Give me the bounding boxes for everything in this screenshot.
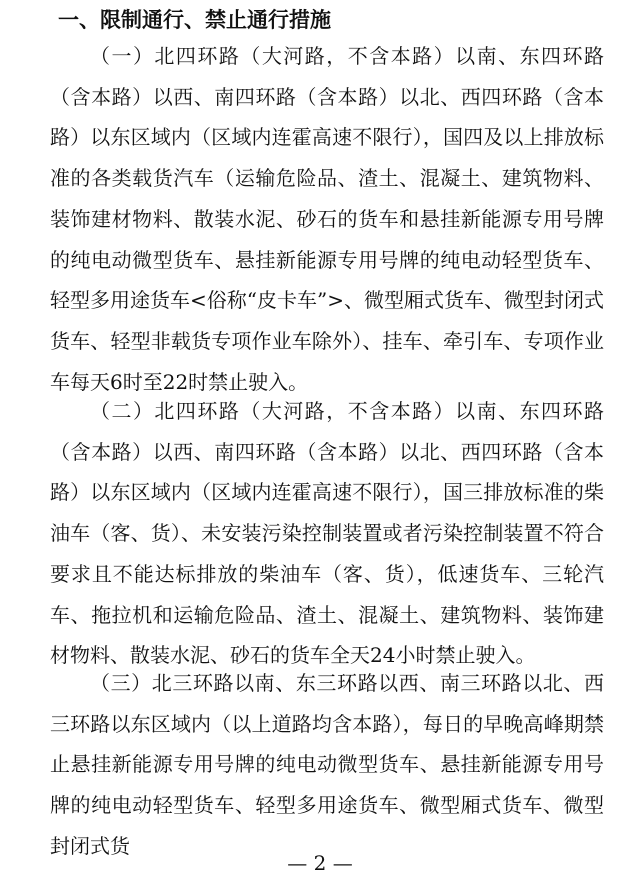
section-heading: 一、限制通行、禁止通行措施 xyxy=(58,8,331,32)
paragraph-2: （二）北四环路（大河路，不含本路）以南、东四环路（含本路）以西、南四环路（含本路）以北、西四环路（含本路）以东区域内（区域内连霍高速不限行），国三排放标准的柴油车（客、货）、未安装污染控制装置或者污染控制装置不符合要求且不能达标排放的柴油车（客、货），低速货车、三轮汽车、拖拉机和运输危险品、渣土、混凝土、建筑物料、装饰建材物料、散装水泥、砂石的货车全天24小时禁止驶入。 xyxy=(50,399,604,668)
paragraph-1: （一）北四环路（大河路，不含本路）以南、东四环路（含本路）以西、南四环路（含本路）以北、西四环路（含本路）以东区域内（区域内连霍高速不限行），国四及以上排放标准的各类载货汽车（运输危险品、渣土、混凝土、建筑物料、装饰建材物料、散装水泥、砂石的货车和悬挂新能源专用号牌的纯电动微型货车、悬挂新能源专用号牌的纯电动轻型货车、轻型多用途货车<俗称“皮卡车”>、微型厢式货车、微型封闭式货车、轻型非载货专项作业车除外）、挂车、牵引车、专项作业车每天6时至22时禁止驶入。 xyxy=(50,44,604,394)
page-number: — 2 — xyxy=(287,851,353,875)
paragraph-3: （三）北三环路以南、东三环路以西、南三环路以北、西三环路以东区域内（以上道路均含本路），每日的早晚高峰期禁止悬挂新能源专用号牌的纯电动微型货车、悬挂新能源专用号牌的纯电动轻型货车、轻型多用途货车、微型厢式货车、微型封闭式货 xyxy=(50,671,604,858)
